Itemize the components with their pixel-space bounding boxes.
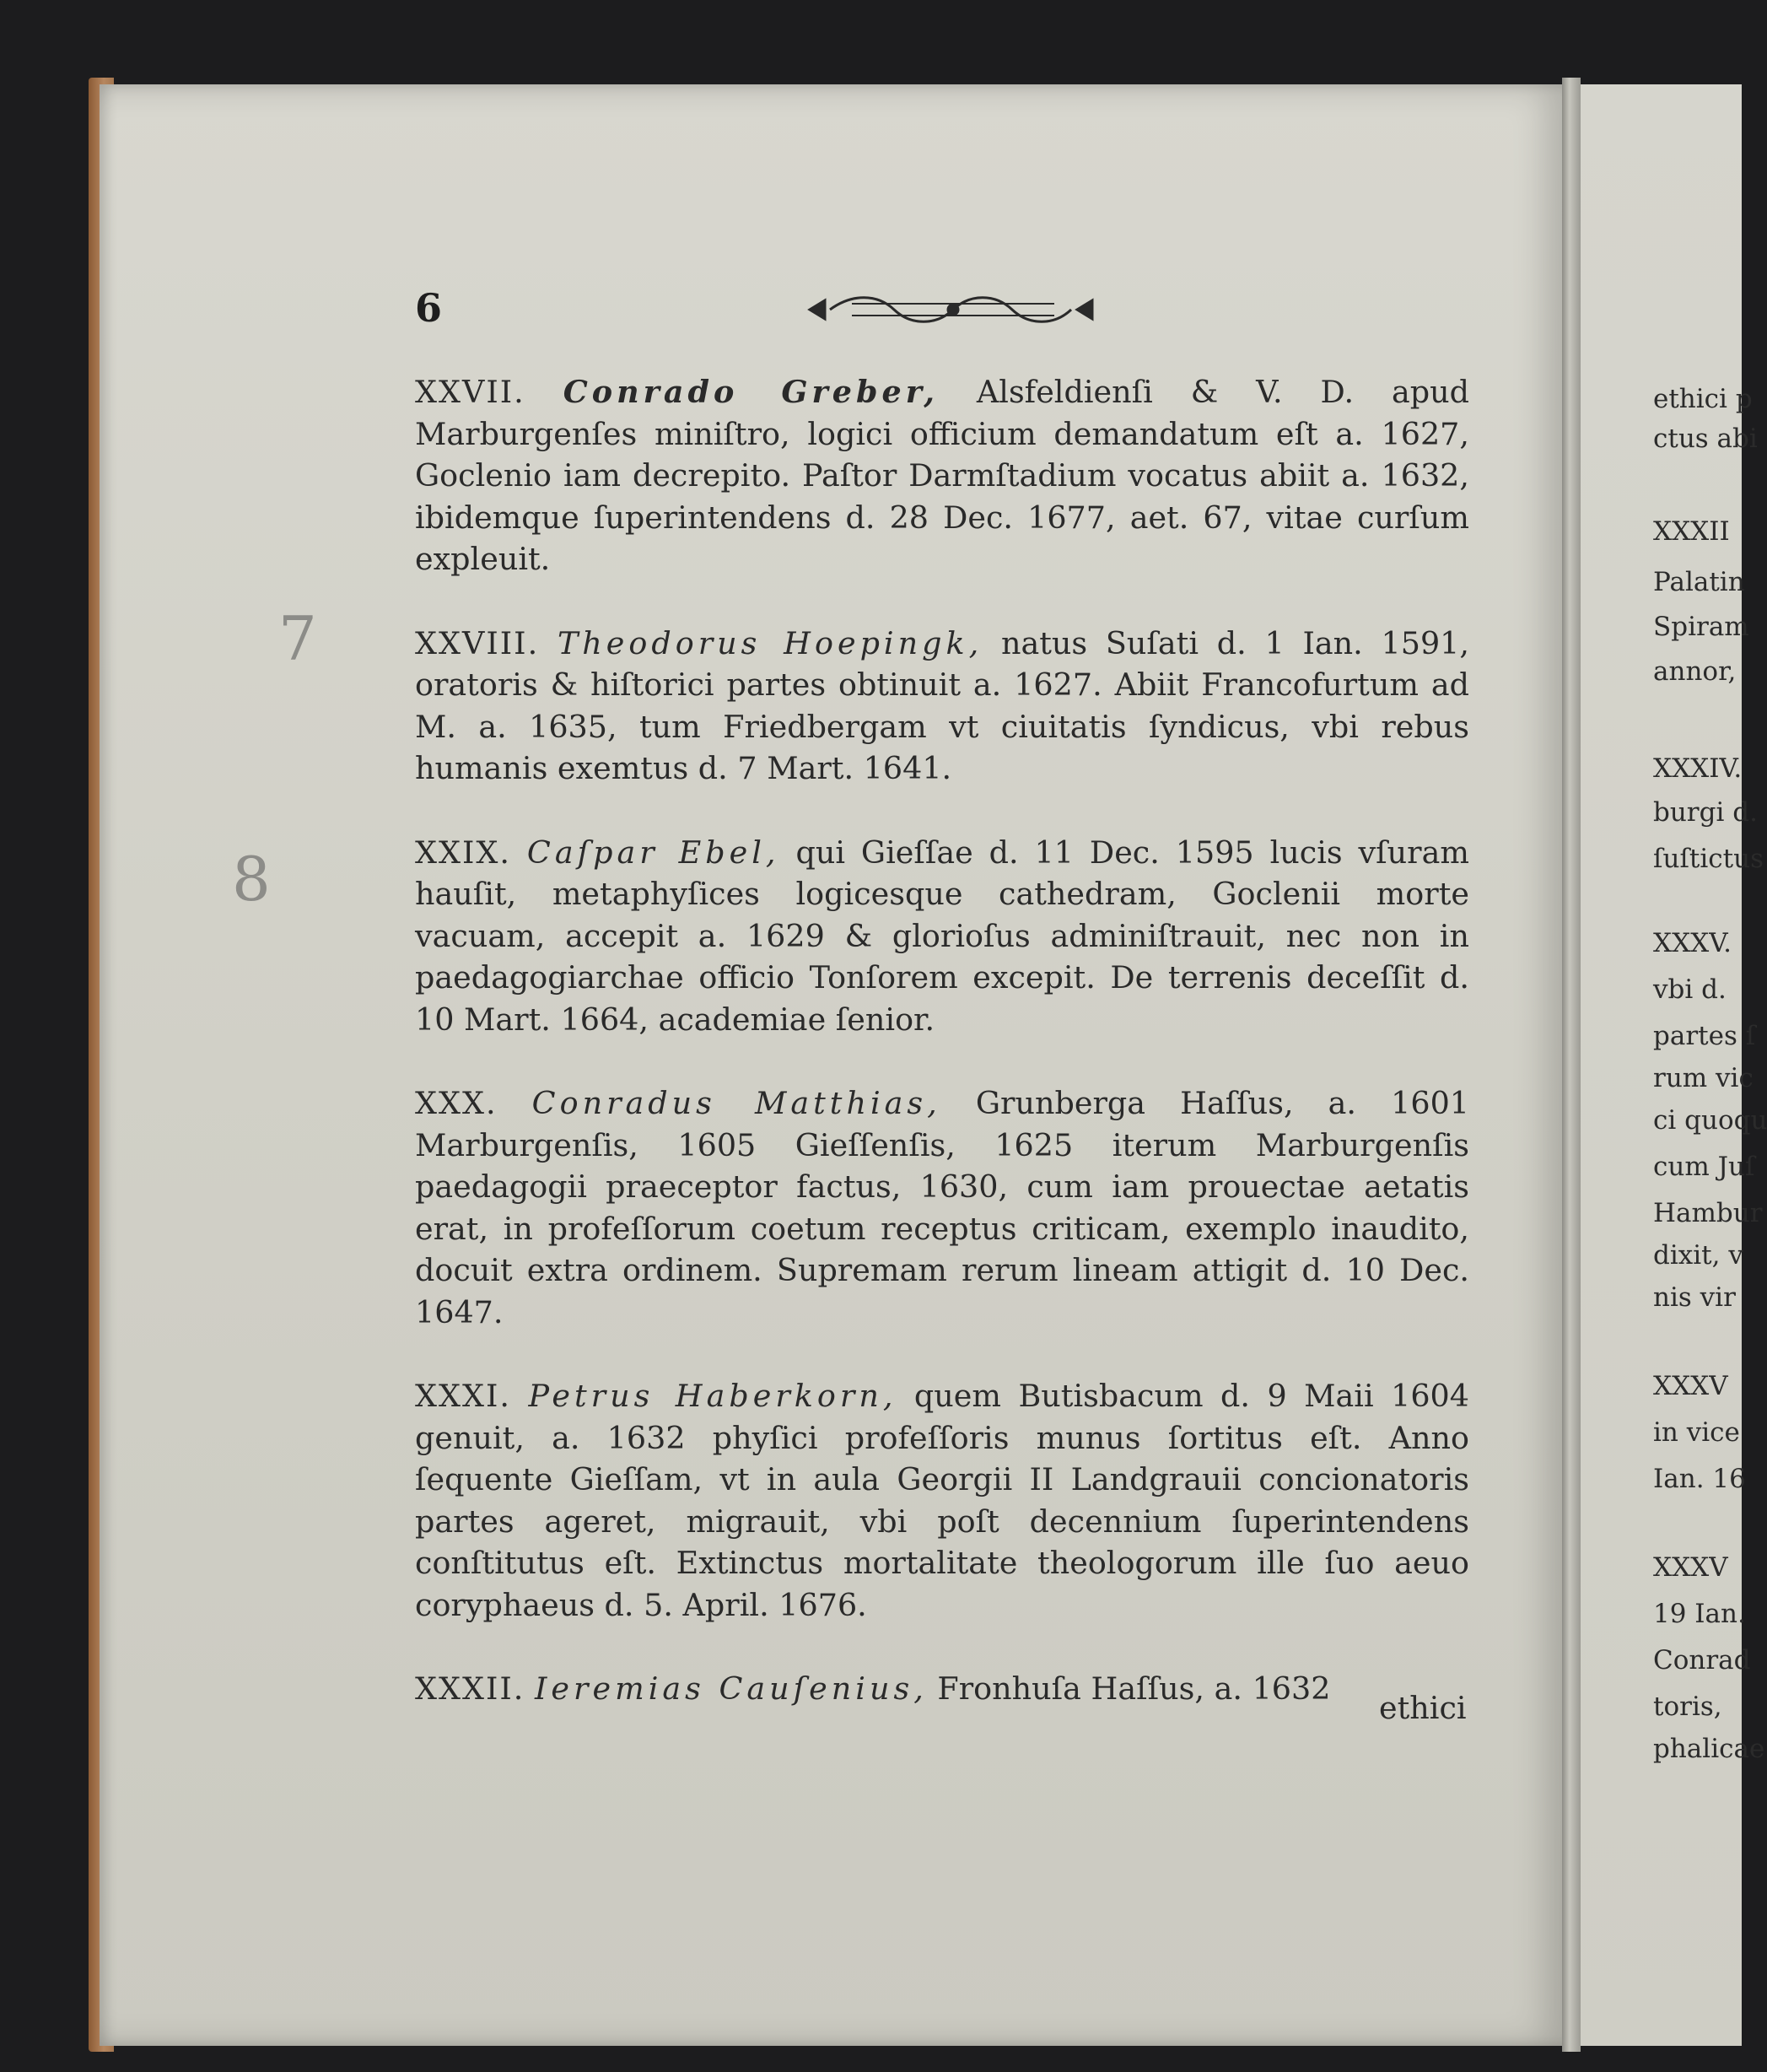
facing-page-line: 19 Ian. [1653,1599,1746,1629]
page-text [415,371,1469,1710]
person-name: Conrado Greber, [563,374,940,410]
entry-text: quem Butisbacum d. 9 Maii 1604 genuit, a. 1632 phyſici profeſſoris munus ſortitus eſt. Anno ſequente Gieſſam, vt in aula Georgii II Landgrauii concionatoris partes ageret, migrauit, vbi poſt decennium ſuperintendens conſtitutus eſt. Extinctus mortalitate theologorum ille ſuo aeuo coryphaeus d. 5. April. 1676. [415,1378,1469,1623]
facing-page-line: rum vic [1653,1063,1754,1093]
facing-page-line: Ian. 16 [1653,1464,1746,1494]
facing-page-line: ſuſtictus [1653,844,1764,874]
entry-xxxii [415,1668,1469,1710]
facing-page-line: Spiram [1653,612,1749,642]
person-name: Ieremias Cauſenius, [535,1670,928,1707]
facing-page-line: nis vir [1653,1282,1736,1313]
entry-text: natus Suſati d. 1 Ian. 1591, oratoris & hiſtorici partes obtinuit a. 1627. Abiit Francofurtum ad M. a. 1635, tum Friedbergam vt ciuitatis ſyndicus, vbi rebus humanis exemtus d. 7 Mart. 1641. [415,624,1470,786]
person-name: Conradus Matthias, [531,1085,941,1121]
book-gutter [1562,78,1581,2052]
catchword: ethici [1379,1690,1467,1726]
facing-page-line: partes ſ [1653,1021,1756,1051]
page-number: 6 [415,285,443,331]
facing-page-line: Conrad [1653,1645,1751,1675]
facing-page-line: ctus abi [1653,424,1758,454]
facing-page-line: dixit, v [1653,1240,1743,1271]
person-name: Caſpar Ebel, [526,834,780,871]
facing-page-line: toris, [1653,1692,1722,1722]
margin-note: 7 [278,603,317,674]
facing-page-line: annor, [1653,656,1737,687]
entry-number: XXXI. [415,1378,511,1414]
entry-xxix [415,832,1469,1041]
person-name: Petrus Haberkorn, [528,1378,897,1414]
margin-note: 8 [232,844,271,915]
entry-xxvii [415,371,1469,580]
entry-number: XXIX. [415,834,511,871]
entry-text: Alsfeldienſi & V. D. apud Marburgenſes miniſtro, logici officium demandatum eſt a. 1627, Goclenio iam decrepito. Paſtor Darmſtadium vocatus abiit a. 1632, ibidemque ſuperintendens d. 28 Dec. 1677, aet. 67, vitae curſum expleuit. [415,374,1470,577]
facing-page-line: XXXIV. [1653,753,1743,784]
facing-page-line: ci quoqu [1653,1105,1767,1136]
facing-page-line: XXXV. [1653,928,1732,958]
facing-page-line: XXXV [1653,1552,1728,1583]
ornament-divider-icon [801,285,1101,334]
facing-page-line: Palatin [1653,567,1745,597]
facing-page-line: Hambur [1653,1198,1763,1228]
facing-page-line: XXXII [1653,516,1730,547]
facing-page-line: XXXV [1653,1371,1728,1401]
facing-page-line: phalicae [1653,1734,1765,1764]
entry-xxx [415,1082,1469,1333]
entry-text: Fronhuſa Haſſus, a. 1632 [937,1670,1331,1707]
entry-number: XXVII. [415,374,525,410]
facing-page-line: in vice [1653,1417,1740,1448]
facing-page-line: vbi d. [1653,974,1727,1005]
facing-page-line: burgi d. [1653,797,1758,828]
entry-number: XXX. [415,1085,498,1121]
entry-text: qui Gieſſae d. 11 Dec. 1595 lucis vſuram hauſit, metaphyſices logicesque cathedram, Goclenii morte vacuam, accepit a. 1629 & glorioſus adminiſtrauit, nec non in paedagogiarchae officio Tonſorem excepit. De terrenis deceſſit d. 10 Mart. 1664, academiae ſenior. [415,834,1469,1038]
entry-xxxi [415,1375,1469,1626]
facing-page-line: cum Juſ [1653,1152,1755,1182]
entry-number: XXXII. [415,1670,525,1707]
person-name: Theodorus Hoepingk, [557,624,983,661]
entry-text: Grunberga Haſſus, a. 1601 Marburgenſis, 1605 Gieſſenſis, 1625 iterum Marburgenſis paedagogii praeceptor factus, 1630, cum iam prouectae aetatis erat, in profeſſorum coetum receptus criticam, exemplo inaudito, docuit extra ordinem. Supremam rerum lineam attigit d. 10 Dec. 1647. [415,1085,1470,1330]
entry-xxviii [415,623,1469,790]
facing-page-line: ethici p [1653,384,1753,414]
entry-number: XXVIII. [415,624,540,661]
